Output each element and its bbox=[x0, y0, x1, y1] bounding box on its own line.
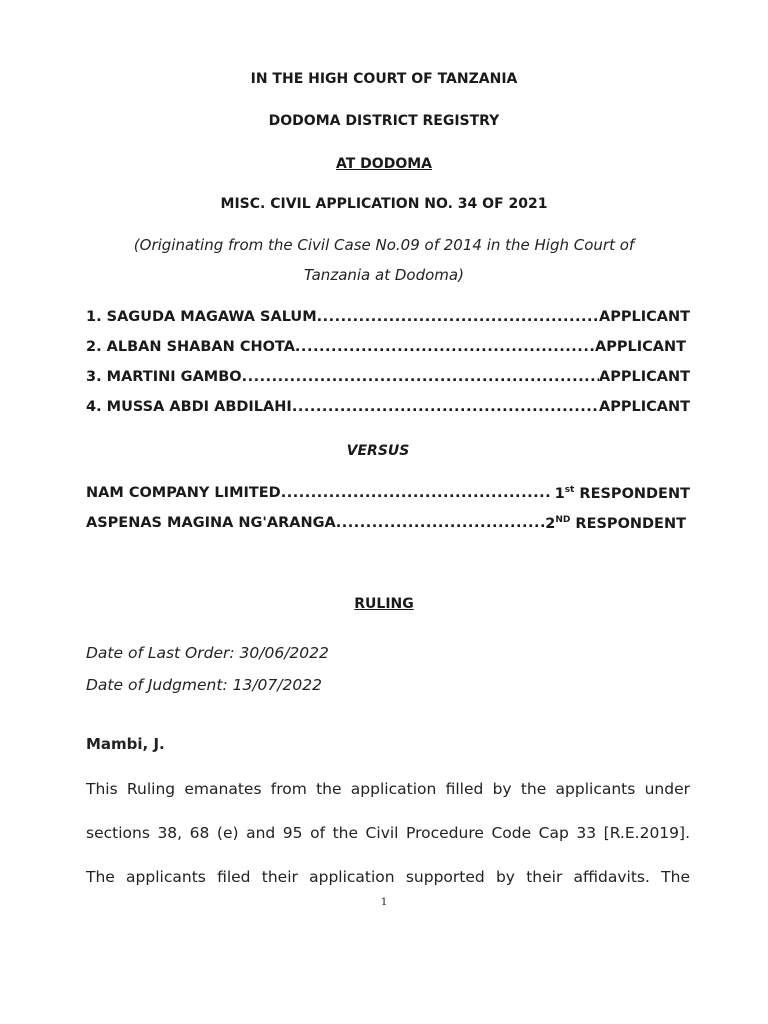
location: AT DODOMA bbox=[336, 156, 432, 172]
body-line: The applicants filed their application supported by their affidavits. The bbox=[86, 868, 690, 886]
registry: DODOMA DISTRICT REGISTRY bbox=[268, 113, 500, 129]
party-name: 4. MUSSA ABDI ABDILAHI bbox=[86, 399, 292, 415]
applicant-row bbox=[86, 309, 690, 325]
date-judgment: Date of Judgment: 13/07/2022 bbox=[86, 676, 322, 694]
origin-line-2: Tanzania at Dodoma) bbox=[304, 266, 464, 284]
party-role: APPLICANT bbox=[594, 339, 686, 355]
case-number: MISC. CIVIL APPLICATION NO. 34 OF 2021 bbox=[220, 196, 548, 212]
applicant-row bbox=[86, 339, 686, 355]
page-number: 1 bbox=[380, 897, 388, 908]
ordinal: 2 bbox=[545, 515, 556, 532]
party-name: 3. MARTINI GAMBO bbox=[86, 369, 242, 385]
judge-name: Mambi, J. bbox=[86, 735, 165, 753]
respondent-row bbox=[86, 485, 690, 502]
party-name: ASPENAS MAGINA NG'ARANGA bbox=[86, 515, 336, 531]
party-name: NAM COMPANY LIMITED bbox=[86, 485, 281, 501]
origin-line-1: (Originating from the Civil Case No.09 of 2014 in the High Court of bbox=[133, 236, 635, 254]
party-name: 2. ALBAN SHABAN CHOTA bbox=[86, 339, 295, 355]
versus: VERSUS bbox=[346, 443, 410, 459]
body-line: This Ruling emanates from the application filled by the applicants under bbox=[86, 780, 690, 798]
party-role: RESPONDENT bbox=[575, 515, 686, 532]
ordinal-suffix: st bbox=[564, 485, 575, 495]
ordinal-suffix: ND bbox=[555, 515, 571, 525]
party-role: APPLICANT bbox=[598, 399, 690, 415]
party-role: APPLICANT bbox=[598, 369, 690, 385]
date-last-order: Date of Last Order: 30/06/2022 bbox=[86, 644, 329, 662]
party-role: APPLICANT bbox=[598, 309, 690, 325]
body-line: sections 38, 68 (e) and 95 of the Civil Procedure Code Cap 33 [R.E.2019]. bbox=[86, 824, 690, 842]
respondent-row bbox=[86, 515, 686, 532]
ruling-title: RULING bbox=[354, 596, 414, 612]
party-name: 1. SAGUDA MAGAWA SALUM bbox=[86, 309, 317, 325]
applicant-row bbox=[86, 369, 690, 385]
party-role: RESPONDENT bbox=[579, 485, 690, 502]
ordinal: 1 bbox=[554, 485, 565, 502]
applicant-row bbox=[86, 399, 690, 415]
court-title: IN THE HIGH COURT OF TANZANIA bbox=[250, 71, 518, 87]
